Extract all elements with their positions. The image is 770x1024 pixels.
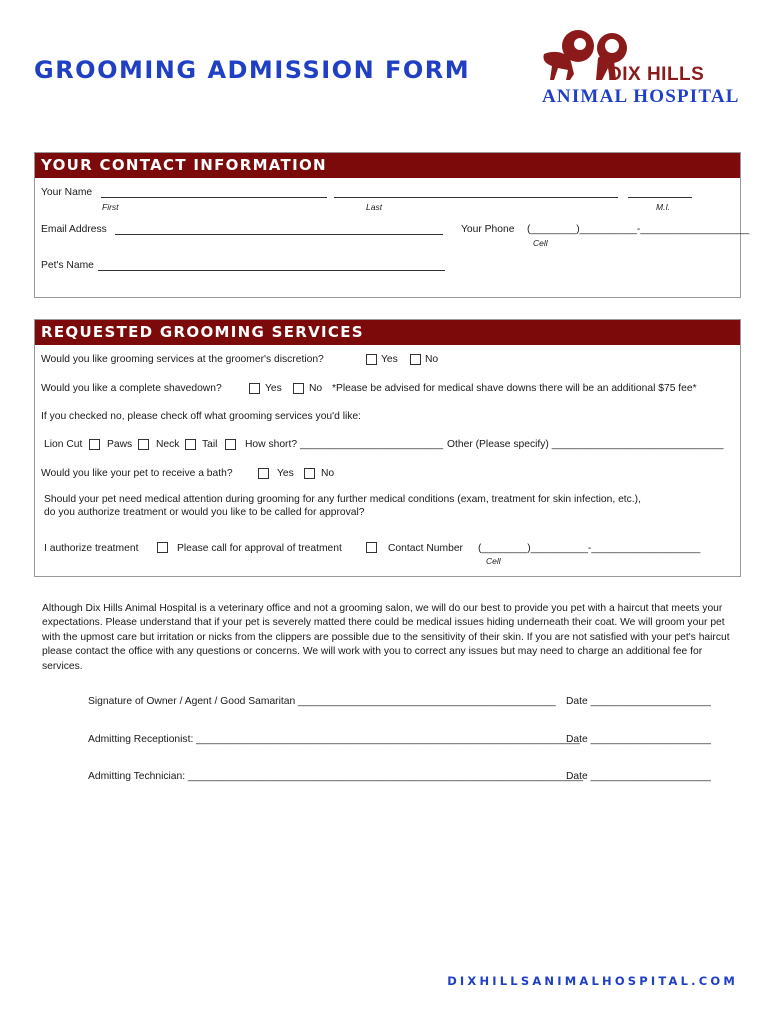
- shavedown-no-label: No: [309, 383, 323, 394]
- paws-label: Paws: [107, 439, 133, 450]
- discretion-no-checkbox[interactable]: [410, 354, 421, 365]
- middle-initial-field[interactable]: [628, 197, 692, 198]
- other-services-field[interactable]: Other (Please specify) ______________________________: [447, 439, 724, 450]
- call-approval-label: Please call for approval of treatment: [177, 543, 342, 554]
- service-options-instructions: If you checked no, please check off what grooming services you'd like:: [41, 411, 362, 422]
- shavedown-fee-note: *Please be advised for medical shave downs there will be an additional $75 fee*: [332, 383, 697, 394]
- logo-text-dix-hills: DIX HILLS: [608, 64, 705, 85]
- bath-no-checkbox[interactable]: [304, 468, 315, 479]
- authorize-treatment-label: I authorize treatment: [44, 543, 139, 554]
- first-name-field[interactable]: [101, 197, 327, 198]
- contact-number-field[interactable]: (________)__________-___________________: [478, 543, 701, 554]
- email-field[interactable]: [115, 234, 443, 235]
- shavedown-no-checkbox[interactable]: [293, 383, 304, 394]
- technician-date-field[interactable]: Date _____________________: [566, 771, 711, 782]
- owner-date-field[interactable]: Date _____________________: [566, 696, 711, 707]
- disclaimer-paragraph: Although Dix Hills Animal Hospital is a veterinary office and not a grooming salon, we will do our best to provide you pet with a haircut that meets your expectations. Please understand that if your pet is severely matted there could be medical issues hiding underneath their coat. We will groom your pet with the upmost care but irritation or nicks from the clippers are possible due to the sensitivity of their skin. If you are not satisfied with your pet's haircut please contact the office with any questions or concerns. We will work with you to correct any issues but may need to charge an additional fee for services.: [42, 603, 730, 672]
- form-title: GROOMING ADMISSION FORM: [34, 56, 471, 84]
- tail-checkbox[interactable]: [225, 439, 236, 450]
- website-footer: DIXHILLSANIMALHOSPITAL.COM: [447, 974, 738, 988]
- medical-question-line2: do you authorize treatment or would you like to be called for approval?: [44, 507, 365, 518]
- medical-question-line1: Should your pet need medical attention during grooming for any further medical conditions (exam, treatment for skin infection, etc.),: [44, 494, 641, 505]
- lion-cut-checkbox[interactable]: [89, 439, 100, 450]
- neck-label: Neck: [156, 439, 180, 450]
- owner-signature-field[interactable]: Signature of Owner / Agent / Good Samaritan _____________________________________________: [88, 696, 556, 707]
- last-name-field[interactable]: [334, 197, 618, 198]
- receptionist-date-field[interactable]: Date _____________________: [566, 734, 711, 745]
- tail-label: Tail: [202, 439, 218, 450]
- how-short-field[interactable]: How short? _________________________: [245, 439, 444, 450]
- discretion-no-label: No: [425, 354, 439, 365]
- bath-no-label: No: [321, 468, 335, 479]
- logo-text-animal-hospital: ANIMAL HOSPITAL: [542, 86, 740, 107]
- name-label: Your Name: [41, 187, 93, 198]
- bath-question: Would you like your pet to receive a bath?: [41, 468, 233, 479]
- contact-cell-caption: Cell: [486, 556, 501, 566]
- phone-cell-caption: Cell: [533, 238, 548, 248]
- last-caption: Last: [366, 202, 383, 212]
- contact-number-label: Contact Number: [388, 543, 463, 554]
- paws-checkbox[interactable]: [138, 439, 149, 450]
- shavedown-yes-checkbox[interactable]: [249, 383, 260, 394]
- first-caption: First: [102, 202, 119, 212]
- authorize-treatment-checkbox[interactable]: [157, 542, 168, 553]
- shavedown-yes-label: Yes: [265, 383, 282, 394]
- call-approval-checkbox[interactable]: [366, 542, 377, 553]
- receptionist-signature-field[interactable]: Admitting Receptionist: ___________________________________________________________________: [88, 734, 580, 745]
- bath-yes-checkbox[interactable]: [258, 468, 269, 479]
- discretion-yes-label: Yes: [381, 354, 398, 365]
- services-section-heading: REQUESTED GROOMING SERVICES: [35, 320, 740, 345]
- pet-name-field[interactable]: [98, 270, 445, 271]
- email-label: Email Address: [41, 224, 107, 235]
- pet-name-label: Pet's Name: [41, 260, 94, 271]
- shavedown-question: Would you like a complete shavedown?: [41, 383, 222, 394]
- neck-checkbox[interactable]: [185, 439, 196, 450]
- bath-yes-label: Yes: [277, 468, 294, 479]
- discretion-question: Would you like grooming services at the groomer's discretion?: [41, 354, 324, 365]
- contact-section-heading: YOUR CONTACT INFORMATION: [35, 153, 740, 178]
- discretion-yes-checkbox[interactable]: [366, 354, 377, 365]
- lion-cut-label: Lion Cut: [44, 439, 83, 450]
- phone-label: Your Phone: [461, 224, 515, 235]
- technician-signature-field[interactable]: Admitting Technician: _____________________________________________________________________: [88, 771, 584, 782]
- mi-caption: M.I.: [656, 202, 671, 212]
- phone-field[interactable]: (________)__________-___________________: [527, 224, 750, 235]
